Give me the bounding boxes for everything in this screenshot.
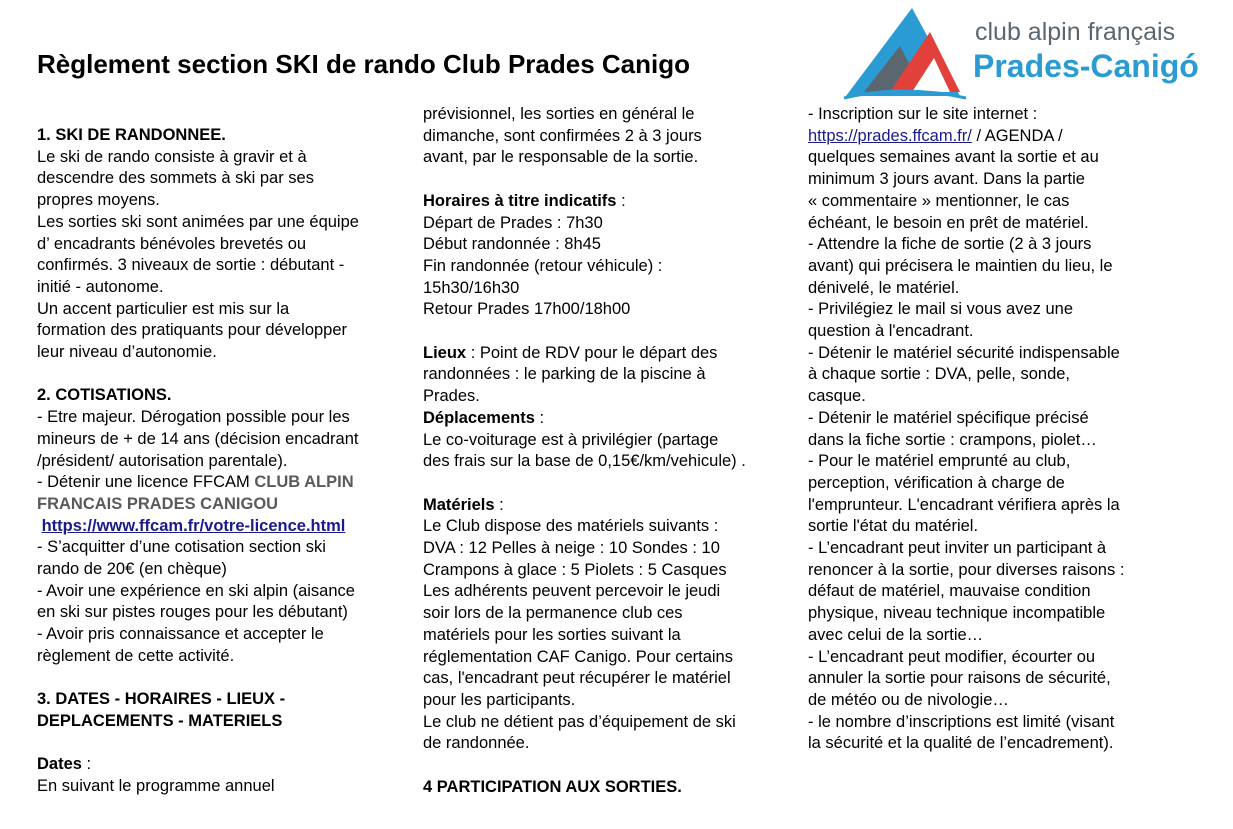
text-line: annuler la sortie pour raisons de sécurité, <box>808 669 1111 688</box>
text-line: Le club ne détient pas d’équipement de ski <box>423 712 736 731</box>
text-line: leur niveau d’autonomie. <box>37 343 217 362</box>
text-line: dans la fiche sortie : crampons, piolet… <box>808 430 1097 449</box>
text-line: Les sorties ski sont animées par une équipe <box>37 212 359 231</box>
text-line: /président/ autorisation parentale). <box>37 451 288 470</box>
text-line: pour les participants. <box>423 690 576 709</box>
text-line: Crampons à glace : 5 Piolets : 5 Casques <box>423 560 727 579</box>
text-line: prévisionnel, les sorties en général le <box>423 105 695 123</box>
text-line: - Privilégiez le mail si vous avez une <box>808 300 1074 319</box>
text-line: matériels pour les sorties suivant la <box>423 625 681 644</box>
dates-line <box>37 754 415 776</box>
licence-link-line <box>37 516 415 538</box>
deplacements-heading <box>423 408 801 430</box>
text-line: - Etre majeur. Dérogation possible pour les <box>37 408 350 427</box>
text-line: formation des pratiquants pour développer <box>37 321 348 340</box>
site-link[interactable]: https://prades.ffcam.fr/ <box>808 126 972 145</box>
text-line: propres moyens. <box>37 191 160 210</box>
text-line: Le co-voiturage est à privilégier (partage <box>423 430 719 449</box>
agenda-text: / AGENDA / <box>971 126 1063 145</box>
text-line: 15h30/16h30 <box>423 278 520 297</box>
blank-line <box>37 668 415 690</box>
text-line: dénivelé, le matériel. <box>808 278 960 297</box>
section-heading: 3. DATES - HORAIRES - LIEUX - <box>37 690 286 709</box>
text-line: casque. <box>808 387 866 406</box>
page-title: Règlement section SKI de rando Club Prades Canigo <box>37 49 691 79</box>
logo-line-2: Prades-Canigó <box>973 48 1199 84</box>
text-line: minimum 3 jours avant. Dans la partie <box>808 170 1085 189</box>
text-line: de randonnée. <box>423 734 530 753</box>
section-heading: 1. SKI DE RANDONNEE. <box>37 126 226 144</box>
text-line: échéant, le besoin en prêt de matériel. <box>808 213 1089 232</box>
deplacements-suffix: : <box>534 408 545 427</box>
text-line: à chaque sortie : DVA, pelle, sonde, <box>808 365 1071 384</box>
materiels-suffix: : <box>494 495 504 514</box>
deplacements-label: Déplacements <box>423 408 535 427</box>
text-line: quelques semaines avant la sortie et au <box>808 148 1099 167</box>
text-line: soir lors de la permanence club ces <box>423 604 683 623</box>
text-line: - Attendre la fiche de sortie (2 à 3 jours <box>808 235 1092 254</box>
column-3 <box>808 104 1193 755</box>
club-name-part-1: CLUB ALPIN <box>254 473 354 492</box>
text-line: randonnées : le parking de la piscine à <box>423 365 706 384</box>
text-line: - L’encadrant peut inviter un participant à <box>808 539 1107 558</box>
text-line: Retour Prades 17h00/18h00 <box>423 300 631 319</box>
text-line: physique, niveau technique incompatible <box>808 604 1106 623</box>
text-line: « commentaire » mentionner, le cas <box>808 191 1070 210</box>
text-line: renoncer à la sortie, pour diverses raisons : <box>808 560 1125 579</box>
text-line: initié - autonome. <box>37 277 164 296</box>
text-line: la sécurité et la qualité de l’encadrement). <box>808 734 1114 753</box>
text-line: sortie l'état du matériel. <box>808 517 979 536</box>
text-line: - Pour le matériel emprunté au club, <box>808 452 1071 471</box>
text-line: règlement de cette activité. <box>37 646 235 665</box>
text-line: En suivant le programme annuel <box>37 777 275 796</box>
text-line: dimanche, sont confirmées 2 à 3 jours <box>423 126 702 145</box>
horaires-suffix: : <box>616 191 626 210</box>
text-line: Les adhérents peuvent percevoir le jeudi <box>423 582 721 601</box>
text-line: des frais sur la base de 0,15€/km/vehicule) . <box>423 452 746 471</box>
blank-line <box>423 321 801 343</box>
text-line: confirmés. 3 niveaux de sortie : débutant - <box>37 256 345 275</box>
text-line: - S’acquitter d’une cotisation section ski <box>37 538 326 557</box>
club-name-part-2: FRANCAIS PRADES CANIGOU <box>37 494 279 513</box>
blank-line <box>37 364 415 386</box>
text-line: en ski sur pistes rouges pour les débutant) <box>37 603 348 622</box>
text-line: l'emprunteur. L'encadrant vérifiera après la <box>808 495 1120 514</box>
text-line: - Avoir une expérience en ski alpin (aisance <box>37 581 355 600</box>
text-line: - Détenir le matériel sécurité indispensable <box>808 343 1120 362</box>
text-line: question à l'encadrant. <box>808 322 974 341</box>
column-1 <box>37 125 415 798</box>
blank-line <box>423 473 801 495</box>
materiels-heading <box>423 495 801 517</box>
text-line: - L’encadrant peut modifier, écourter ou <box>808 647 1096 666</box>
text-line: Le Club dispose des matériels suivants : <box>423 517 719 536</box>
text-line: DVA : 12 Pelles à neige : 10 Sondes : 10 <box>423 539 720 558</box>
materiels-label: Matériels <box>423 495 495 514</box>
lieux-label: Lieux <box>423 343 467 362</box>
text-line: - Inscription sur le site internet : <box>808 105 1038 123</box>
blank-line <box>423 755 801 777</box>
section-heading: DEPLACEMENTS - MATERIELS <box>37 711 283 730</box>
text-line: Prades. <box>423 387 480 406</box>
text-line: défaut de matériel, mauvaise condition <box>808 582 1091 601</box>
text-line: - le nombre d’inscriptions est limité (visant <box>808 712 1115 731</box>
text-line: d’ encadrants bénévoles brevetés ou <box>37 234 307 253</box>
horaires-heading <box>423 191 801 213</box>
site-link-line <box>808 126 1193 148</box>
text-line: Début randonnée : 8h45 <box>423 235 601 254</box>
text-line: perception, vérification à charge de <box>808 473 1065 492</box>
text-line: Un accent particulier est mis sur la <box>37 299 290 318</box>
text-line: rando de 20€ (en chèque) <box>37 560 227 579</box>
text-line: cas, l'encadrant peut récupérer le matériel <box>423 669 731 688</box>
text-line: descendre des sommets à ski par ses <box>37 169 314 188</box>
text-line: réglementation CAF Canigo. Pour certains <box>423 647 733 666</box>
text-line: avec celui de la sortie… <box>808 625 984 644</box>
mountain-logo-icon <box>842 6 972 102</box>
text-line: Fin randonnée (retour véhicule) : <box>423 256 663 275</box>
text-line: - Détenir le matériel spécifique précisé <box>808 408 1089 427</box>
column-2 <box>423 104 801 798</box>
licence-prefix: - Détenir une licence FFCAM <box>37 473 255 492</box>
text-line: de météo ou de nivologie… <box>808 690 1009 709</box>
section-heading: 2. COTISATIONS. <box>37 386 172 405</box>
lieux-line <box>423 343 801 365</box>
horaires-label: Horaires à titre indicatifs <box>423 191 617 210</box>
text-line: avant) qui précisera le maintien du lieu, le <box>808 256 1113 275</box>
blank-line <box>37 733 415 755</box>
text-line: mineurs de + de 14 ans (décision encadrant <box>37 429 359 448</box>
licence-link[interactable]: https://www.ffcam.fr/votre-licence.html <box>41 516 346 535</box>
text-line: Départ de Prades : 7h30 <box>423 213 603 232</box>
text-line: - Avoir pris connaissance et accepter le <box>37 625 324 644</box>
dates-suffix: : <box>81 755 92 774</box>
blank-line <box>423 169 801 191</box>
logo-line-1: club alpin français <box>975 18 1176 46</box>
dates-label: Dates <box>37 755 82 774</box>
club-logo <box>842 6 1222 102</box>
licence-line <box>37 472 415 494</box>
text-line: avant, par le responsable de la sortie. <box>423 148 699 167</box>
section-heading: 4 PARTICIPATION AUX SORTIES. <box>423 777 682 796</box>
lieux-text: : Point de RDV pour le départ des <box>466 343 718 362</box>
text-line: Le ski de rando consiste à gravir et à <box>37 147 307 166</box>
